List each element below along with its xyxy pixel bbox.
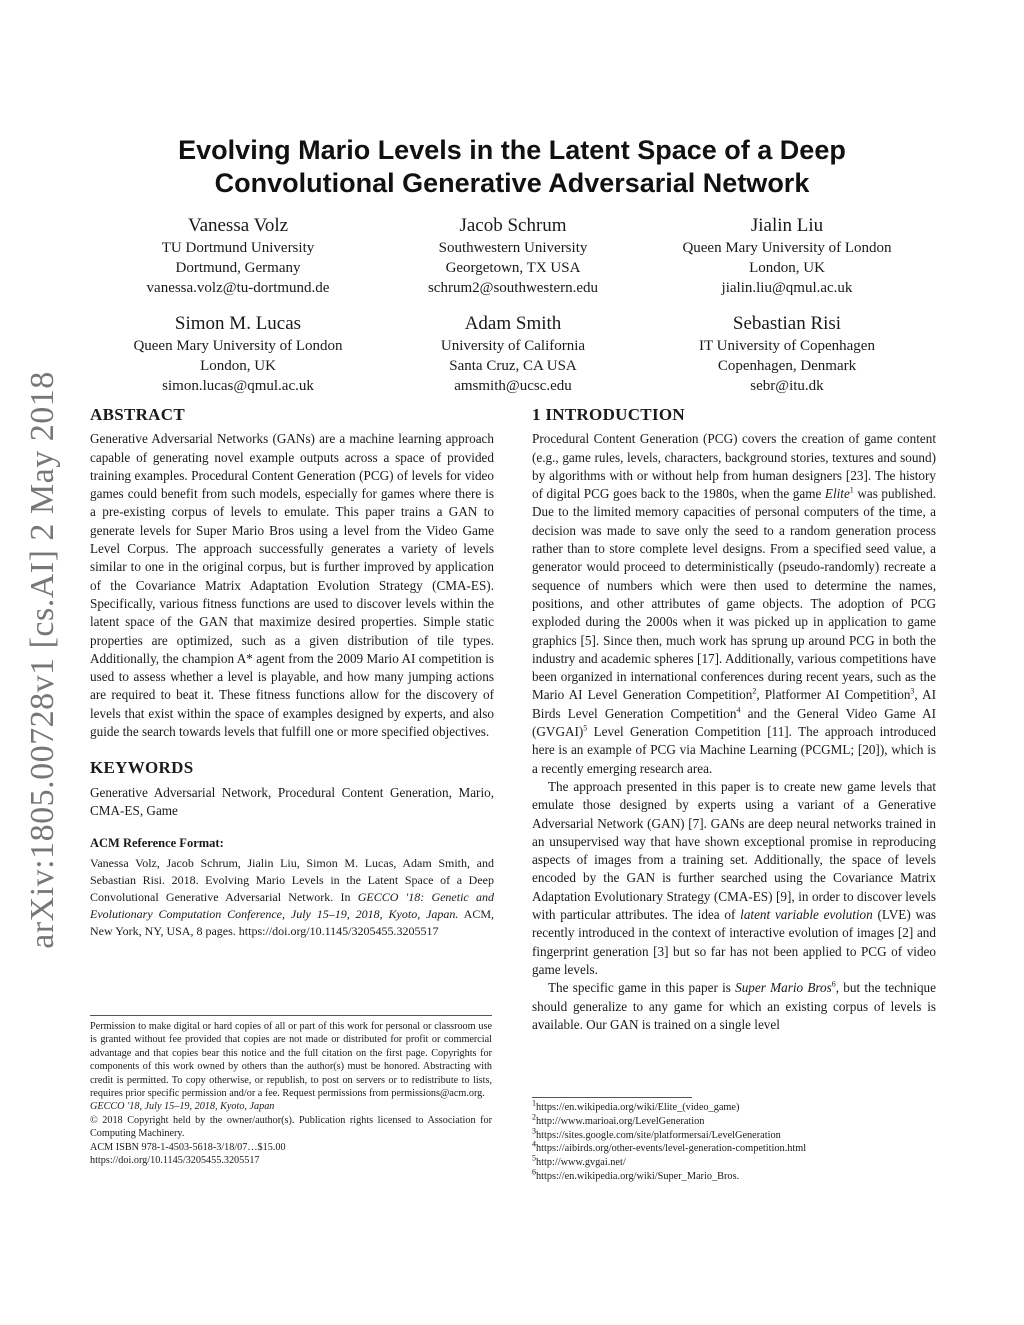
footnote-mark: 5 [583,723,588,733]
intro-text: , AI Birds Level Generation Competition [532,687,936,721]
author-email: amsmith@ucsc.edu [454,378,572,394]
acm-ref-heading: ACM Reference Format: [90,836,224,851]
author-name: Jacob Schrum [459,215,567,236]
intro-text: was published. Due to the limited memory capacities of personal computers of the time, a decision was made to save only the seed to a random generation process rather than to store complete level designs. From a specified seed value, a generator would proceed to deterministically (pseudo-randomly) recreate a sequence of numbers which were then used to determine the names, positions, and other attributes of game objects. The adoption of PCG exploded during the 2000s when it was picked up in application to game graphics [5]. Since then, much work has sprung up around PCG in both the industry and academic spheres [17]. Additionally, various competitions have been organized in international conferences during recent years, such as the Mario AI Level Generation Competition [532,486,936,703]
intro-text: Procedural Content Generation (PCG) covers the creation of game content (e.g., game rules, levels, characters, background stories, textures and sound) by algorithms with or without help from human designers [23]. The history of digital PCG goes back to the 1980s, when the game [532,431,936,502]
footnote-number: 4 [532,1139,536,1149]
author-block [88,312,388,396]
author-email: simon.lucas@qmul.ac.uk [162,378,314,394]
intro-paragraph [532,430,936,778]
footnote-number: 5 [532,1153,536,1163]
permission-block [90,1020,492,1167]
author-name: Jialin Liu [750,215,824,236]
author-block [637,214,937,298]
abstract-heading: ABSTRACT [90,405,185,424]
author-name: Vanessa Volz [187,215,289,236]
footnote-mark: 2 [752,687,757,697]
intro-paragraph [532,778,936,979]
permission-conf: GECCO '18, July 15–19, 2018, Kyoto, Japan [90,1101,275,1113]
author-location: Santa Cruz, CA USA [449,358,577,374]
footnote [532,1153,806,1170]
author-name: Adam Smith [464,313,562,334]
footnote [532,1167,806,1184]
intro-text: Elite [824,486,850,502]
footnote-mark: 6 [831,979,836,989]
footnote [532,1139,807,1156]
intro-text: , but the technique should generalize to any game for which an existing corpus of levels is available. Our GAN is trained on a single level [532,980,936,1032]
author-name: Simon M. Lucas [174,313,302,334]
permission-copyright: © 2018 Copyright held by the owner/author(s). Publication rights licensed to Association for Computing Machinery. [90,1114,492,1140]
author-location: Dortmund, Germany [175,260,301,276]
author-email: sebr@itu.dk [750,378,824,394]
footnote-link[interactable]: https://aibirds.org/other-events/level-generation-competition.html [536,1143,807,1155]
footnote-number: 3 [532,1126,536,1136]
intro-text: The approach presented in this paper is to create new game levels that emulate those designed by experts using a variant of a Generative Adversarial Network (GAN) [7]. GANs are deep neural networks trained in an unsupervised way that have shown exceptional promise in reproducing aspects of images from a training set. Additionally, the space of levels encoded by the GAN is further searched using the Covariance Matrix Adaptation Evolutionary Strategy (CMA-ES) [9], in order to discover levels with particular attributes. The idea of [532,778,936,923]
left-column [90,406,494,940]
footnote-number: 2 [532,1112,536,1122]
footnote-mark: 3 [910,687,915,697]
author-affiliation: Queen Mary University of London [682,240,892,256]
intro-text: latent variable evolution [740,907,873,923]
intro-text: , Platformer AI Competition [756,687,911,703]
footnotes [532,1098,807,1184]
author-affiliation: TU Dortmund University [161,240,315,256]
author-block [637,312,937,396]
footnote [532,1112,806,1129]
author-email: vanessa.volz@tu-dortmund.de [146,280,330,296]
footnote-mark: 4 [736,705,741,715]
intro-heading: 1 INTRODUCTION [532,405,685,424]
author-location: London, UK [200,358,276,374]
abstract-text: Generative Adversarial Networks (GANs) are a machine learning approach capable of generating novel example outputs across a space of provided training examples. Procedural Content Generation (PCG) of levels for video games could benefit from such models, especially for games where there is a pre-existing corpus of levels to emulate. This paper trains a GAN to generate levels for Super Mario Bros using a level from the Video Game Level Corpus. The approach successfully generates a variety of levels similar to one in the original corpus, but is further improved by application of the Covariance Matrix Adaptation Evolution Strategy (CMA-ES). Specifically, various fitness functions are used to discover levels within the latent space of the GAN that maximize desired properties. Simple static properties are optimized, such as a given distribution of tile types. Additionally, the champion A* agent from the 2009 Mario AI competition is used to assess whether a level is playable, and how many jumping actions are required to beat it. These fitness functions allow for the discovery of levels that exist within the space of examples designed by experts, and also guide the search towards levels that fulfill one or more specified objectives. [90,431,494,740]
intro-text: The specific game in this paper is [548,980,736,996]
footnote-rule [90,1015,492,1016]
author-location: Copenhagen, Denmark [717,358,857,374]
intro-text: Level Generation Competition [11]. The approach introduced here is an example of PCG via Machine Learning (PCGML; [20]), which is a recently emerging research area. [532,724,936,776]
intro-text: and the General Video Game AI (GVGAI) [532,705,936,740]
author-affiliation: IT University of Copenhagen [699,338,875,354]
acm-ref-text [90,855,494,940]
keywords-heading: KEYWORDS [90,758,194,778]
author-affiliation: University of California [440,338,586,354]
footnote [532,1126,806,1143]
footnote-link[interactable]: http://www.gvgai.net/ [536,1157,626,1169]
keywords-text: Generative Adversarial Network, Procedural Content Generation, Mario, CMA-ES, Game [90,784,494,818]
arxiv-id-text: arXiv:1805.00728v1 [cs.AI] 2 May 2018 [24,371,61,949]
footnote-link[interactable]: http://www.marioai.org/LevelGeneration [536,1115,705,1127]
permission-isbn: ACM ISBN 978-1-4503-5618-3/18/07…$15.00 [90,1141,286,1153]
author-location: Georgetown, TX USA [445,260,581,276]
author-name: Sebastian Risi [732,313,842,334]
intro-text: (LVE) was recently introduced in the context of interactive evolution of images [2] and fingerprint generation [3] but so far has not been applied to PCG of video game levels. [532,907,936,977]
footnote-link[interactable]: https://sites.google.com/site/platformersai/LevelGeneration [536,1129,781,1141]
author-affiliation: Queen Mary University of London [133,338,343,354]
title-line-1: Evolving Mario Levels in the Latent Space of a Deep [178,135,846,165]
author-block [363,214,663,298]
footnote-link[interactable]: https://en.wikipedia.org/wiki/Elite_(video_game) [536,1102,740,1113]
footnote-number: 6 [532,1167,536,1177]
footnote [532,1098,806,1115]
author-location: London, UK [749,260,825,276]
author-email: jialin.liu@qmul.ac.uk [721,280,853,296]
author-email: schrum2@southwestern.edu [427,280,599,296]
paper-title [80,134,944,200]
right-column [532,406,936,1034]
footnote-number: 1 [532,1098,536,1108]
acm-ref-venue: GECCO '18: Genetic and Evolutionary Computation Conference, July 15–19, 2018, Kyoto, Japan. [90,889,494,921]
author-affiliation: Southwestern University [438,240,588,256]
footnote-mark: 1 [849,485,854,495]
permission-text: Permission to make digital or hard copies of all or part of this work for personal or classroom use is granted without fee provided that copies are not made or distributed for profit or commercial advantage and that copies bear this notice and the full citation on the first page. Copyrights for components of this work owned by others than the author(s) must be honored. Abstracting with credit is permitted. To copy otherwise, or republish, to post on servers or to redistribute to lists, requires prior specific permission and/or a fee. Request permissions from permissions@acm.org. [90,1021,492,1100]
acm-ref-part1: Vanessa Volz, Jacob Schrum, Jialin Liu, Simon M. Lucas, Adam Smith, and Sebastian Risi. 2018. Evolving Mario Levels in the Latent Space of a Deep Convolutional Generative Adversarial Network. In [90,855,494,904]
author-block [88,214,388,298]
title-line-2: Convolutional Generative Adversarial Network [214,168,810,198]
acm-ref-part2: ACM, New York, NY, USA, 8 pages. https://doi.org/10.1145/3205455.3205517 [90,906,494,938]
footnote-link[interactable]: https://en.wikipedia.org/wiki/Super_Mario_Bros. [536,1170,740,1182]
intro-text: Super Mario Bros [735,980,832,996]
author-block [363,312,663,396]
arxiv-identifier [18,360,68,960]
permission-doi: https://doi.org/10.1145/3205455.3205517 [90,1155,260,1167]
footnote-rule [532,1097,692,1098]
intro-paragraph [532,979,936,1034]
